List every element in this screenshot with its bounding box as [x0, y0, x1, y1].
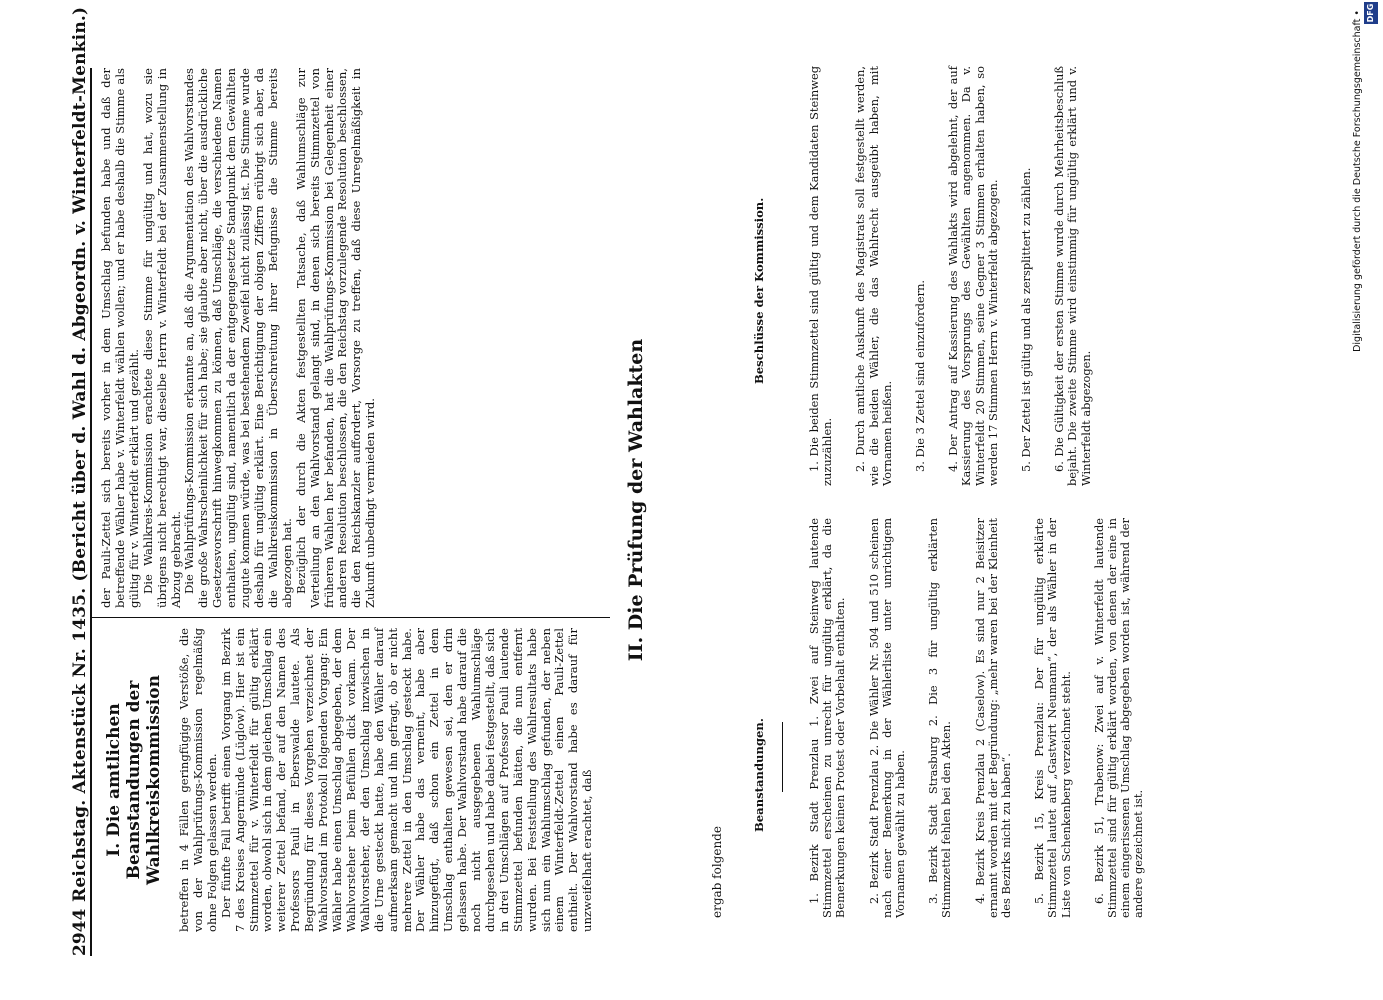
column-divider [90, 617, 610, 618]
paragraph: der Pauli-Zettel sich bereits vorher in dem Umschlag befunden habe und daß der betreffende Wähler habe v. Winterfeldt wählen wollen; und er habe deshalb die Stimme als gültig für v. Winterfeldt erklärt und gezählt. [99, 68, 141, 608]
section-2-intro: ergab folgende [710, 826, 724, 918]
page-header [56, 6, 92, 956]
decisions-heading: Beschlüsse der Kommission. [752, 197, 766, 384]
decisions-list [808, 66, 1113, 486]
objection-item: 4. Bezirk Kreis Prenzlau 2 (Caselow). Es sind nur 2 Beisitzer ernannt worden mit der Begründung: „mehr waren bei der Kleinheit des Bezirks nicht zu haben“. [972, 518, 1014, 918]
heading-rule [782, 722, 783, 792]
paragraph: betreffen in 4 Fällen geringfügige Verstöße, die von der Wahlprüfungs-Kommission regelmäßig ohne Folgen gelassen werden. [177, 628, 219, 932]
objection-item: 1. Bezirk Stadt Prenzlau 1. Zwei auf Steinweg lautende Stimmzettel erscheinen zu unrecht für ungültig erklärt, da die Bemerkungen keinen Protest oder Vorbehalt enthalten. [807, 518, 848, 918]
objection-item: 2. Bezirk Stadt Prenzlau 2. Die Wähler Nr. 504 und 510 scheinen nach einer Bemerkung in der Wählerliste unter unrichtigem Vornamen gewählt zu haben. [866, 518, 908, 918]
decision-item: 6. Die Gültigkeit der ersten Stimme wurde durch Mehrheitsbeschluß bejaht. Die zweite Stimme wird einstimmig für ungültig erklärt und v. Winterfeldt abgezogen. [1052, 66, 1093, 486]
section-2-heading: II. Die Prüfung der Wahlakten [625, 338, 647, 662]
decision-item: 5. Der Zettel ist gültig und als zersplittert zu zählen. [1019, 167, 1034, 472]
page-number: 2944 [70, 908, 90, 956]
column-left [100, 628, 595, 932]
digitization-credit: Digitalisierung gefördert durch die Deutsche Forschungsgemeinschaft • [1352, 10, 1363, 352]
objection-item: 6. Bezirk 51, Trabenow: Zwei auf v. Winterfeldt lautende Stimmzettel sind für gültig erklärt worden, von denen der eine in einem eingerissenen Umschlag abgegeben worden ist, während der andere gezeichnet ist. [1091, 518, 1146, 918]
paragraph: Die Wahlprüfungs-Kommission erkannte an, daß die Argumentation des Wahlvorstandes die große Wahrscheinlichkeit für sich habe; sie glaubte aber nicht, über die ausdrückliche Gesetzesvorschrift hinwegkommen zu können, daß Umschläge, die verschiedene Namen enthalten, ungültig sind, namentlich da der entgegengesetzte Standpunkt dem Gewählten zugute kommen würde, was bei bestehendem Zweifel nicht zulässig ist. Die Stimme wurde deshalb für ungültig erklärt. Eine Berichtigung der obigen Ziffern erübrigt sich aber, da die Wahlkreiskommission in Überschreitung ihrer Befugnisse die Stimme bereits abgezogen hat. [182, 68, 294, 608]
paragraph: Der fünfte Fall betrifft einen Vorgang im Bezirk 7 des Kreises Angermünde (Lüglow). Hier ist ein Stimmzettel für v. Winterfeldt für gültig erklärt worden, obwohl sich in dem gleichen Umschlag ein weiterer Zettel befand, der auf den Namen des Professors Pauli in Eberswalde lautete. Als Begründung für dieses Vorgehen verzeichnet der Wahlvorstand im Protokoll folgenden Vorgang: Ein Wähler habe einen Umschlag abgegeben, der dem Wahlvorsteher beim Befühlen dick vorkam. Der Wahlvorsteher, der den Umschlag inzwischen in die Urne gesteckt hatte, habe den Wähler darauf aufmerksam gemacht und ihn gefragt, ob er nicht mehrere Zettel in den Umschlag gesteckt habe. Der Wähler habe das verneint, habe aber hinzugefügt, daß schon ein Zettel in dem Umschlag enthalten gewesen sei, den er drin gelassen habe. Der Wahlvorstand habe darauf die noch nicht ausgegebenen Wahlumschläge durchgesehen und habe dabei festgestellt, daß sich in drei Umschlägen auf Professor Pauli lautende Stimmzettel befunden hätten, die nun entfernt wurden. Bei Feststellung des Wahlresultats habe sich nun ein Wahlumschlag gefunden, der neben einem Winterfeldt-Zettel einen Pauli-Zettel enthielt. Der Wahlvorstand habe es darauf für unzweifelhaft erachtet, daß [218, 628, 595, 932]
paragraph: Die Wahlkreis-Kommission erachtete diese Stimme für ungültig und hat, wozu sie übrigens nicht berechtigt war, dieselbe Herrn v. Winterfeldt bei der Zusammenstellung in Abzug gebracht. [140, 68, 183, 608]
objections-heading: Beanstandungen. [752, 718, 766, 832]
column-right [100, 68, 378, 608]
running-title: Reichstag. Aktenstück Nr. 1435. (Bericht über d. Wahl d. Abgeordn. v. Winterfeldt-Menkin.) [70, 6, 90, 902]
decision-item: 4. Der Antrag auf Kassierung des Wahlakts wird abgelehnt, der auf Kassierung des Vorsprungs des Gewählten angenommen. Da v. Winterfeldt 20 Stimmen, seine Gegner 3 Stimmen erhalten haben, so werden 17 Stimmen Herrn v. Winterfeldt abgezogen. [946, 66, 1000, 486]
section-1-heading: I. Die amtlichen Beanstandungen der Wahlkreiskommission [104, 675, 164, 885]
decision-item: 2. Durch amtliche Auskunft des Magistrats soll festgestellt werden, wie die beiden Wähler, die das Wahlrecht ausgeübt haben, mit Vornamen heißen. [853, 66, 894, 486]
decision-item: 1. Die beiden Stimmzettel sind gültig und dem Kandidaten Steinweg zuzuzählen. [807, 66, 835, 486]
paragraph: Bezüglich der durch die Akten festgestellten Tatsache, daß Wahlumschläge zur Verteilung an den Wahlvorstand gelangt sind, in denen sich bereits Stimmzettel von früheren Wahlen her befanden, hat die Wahlprüfungs-Kommission bei Gelegenheit einer anderen Resolution beschlossen, die den Reichstag vorzulegende Resolution beschlossen, die den Reichskanzler auffordert, Vorsorge zu treffen, daß diese Unregelmäßigkeit in Zukunft unbedingt vermieden wird. [293, 68, 378, 608]
objection-item: 3. Bezirk Stadt Strasburg 2. Die 3 für ungültig erklärten Stimmzettel fehlen bei den Akten. [926, 518, 954, 918]
objections-list [808, 518, 1166, 918]
dfg-logo: DFG [1364, 2, 1378, 24]
decision-item: 3. Die 3 Zettel sind einzufordern. [913, 279, 928, 472]
objection-item: 5. Bezirk 15, Kreis Prenzlau: Der für ungültig erklärte Stimmzettel lautet auf „Gastwirt Neumann“, der als Wähler in der Liste von Schenkenberg verzeichnet steht. [1032, 518, 1073, 918]
